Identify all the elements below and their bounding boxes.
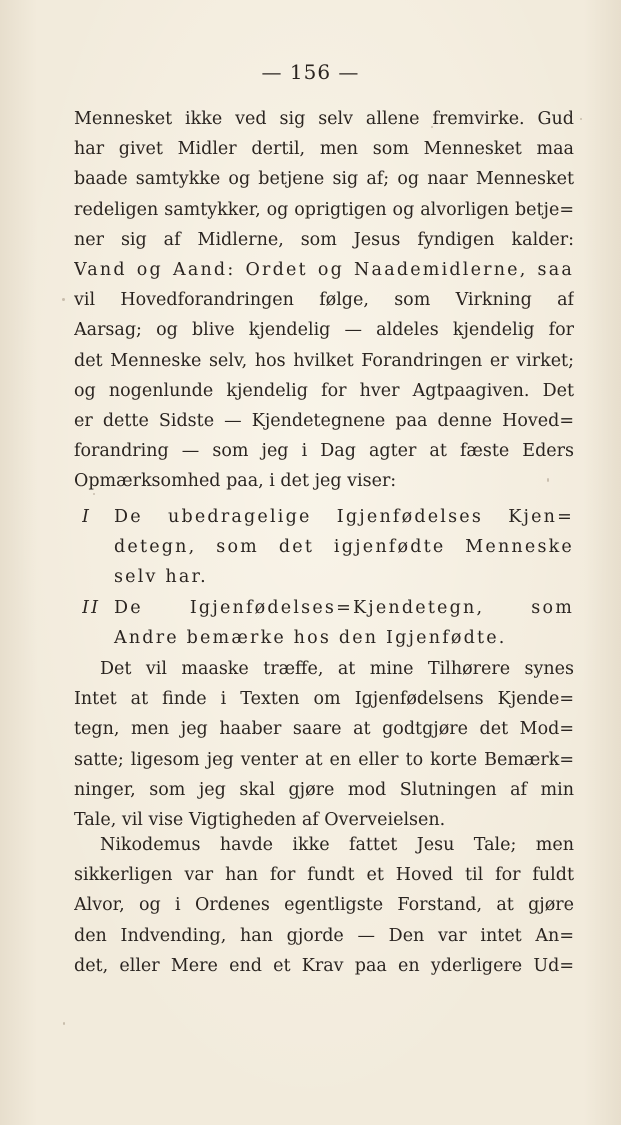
- text-line: Andre bemærke hos den Igjenfødte.: [114, 627, 507, 648]
- list-text: De Igjenfødelses=Kjendetegn, som: [114, 597, 574, 618]
- text-line: Vand og Aand: Ordet og Naademidlerne, saa: [74, 259, 574, 280]
- numbered-list: [82, 502, 574, 653]
- text-line: selv har.: [114, 567, 208, 588]
- text-line: baade samtykke og betjene sig af; og naar Mennesket: [74, 169, 574, 190]
- text-line: vil Hovedforandringen følge, som Virkning af: [74, 290, 574, 311]
- page-number: — 156 —: [261, 60, 360, 84]
- paper-speck: [93, 493, 95, 495]
- list-text: De ubedragelige Igjenfødelses Kjen=: [114, 507, 574, 527]
- text-line: Tale, vil vise Vigtigheden af Overveielsen.: [74, 809, 446, 830]
- text-line: redeligen samtykker, og oprigtigen og alvorligen betje=: [74, 199, 574, 220]
- text-line: den Indvending, han gjorde — Den var intet An=: [74, 925, 574, 946]
- list-item: [82, 502, 574, 593]
- list-number: II: [82, 597, 101, 618]
- text-line: Nikodemus havde ikke fattet Jesu Tale; men: [100, 835, 574, 855]
- paper-speck: [547, 478, 549, 482]
- paper-speck: [431, 126, 433, 128]
- text-line: er dette Sidste — Kjendetegnene paa denne Hoved=: [74, 410, 574, 431]
- text-line: sikkerligen var han for fundt et Hoved til for fuldt: [74, 865, 574, 886]
- paragraph-2: [74, 654, 574, 835]
- text-line: detegn, som det igjenfødte Menneske: [114, 537, 574, 558]
- text-line: Opmærksomhed paa, i det jeg viser:: [74, 471, 397, 492]
- text-line: det Menneske selv, hos hvilket Forandringen er virket;: [74, 350, 574, 371]
- text-line: Intet at finde i Texten om Igjenfødelsens Kjende=: [74, 689, 574, 710]
- text-line: ninger, som jeg skal gjøre mod Slutningen af min: [74, 779, 574, 800]
- list-item: [82, 593, 574, 653]
- text-line: har givet Midler dertil, men som Mennesket maa: [74, 139, 574, 160]
- list-number: I: [82, 507, 92, 527]
- paragraph-1: [74, 104, 574, 496]
- text-line: satte; ligesom jeg venter at en eller to korte Bemærk=: [74, 749, 574, 770]
- text-line: det, eller Mere end et Krav paa en yderligere Ud=: [74, 955, 574, 976]
- text-line: tegn, men jeg haaber saare at godtgjøre det Mod=: [74, 719, 574, 740]
- text-line: [82, 593, 574, 623]
- text-line: Det vil maaske træffe, at mine Tilhørere synes: [100, 659, 574, 679]
- text-line: og nogenlunde kjendelig for hver Agtpaagiven. Det: [74, 380, 574, 401]
- text-line: ner sig af Midlerne, som Jesus fyndigen kalder:: [74, 229, 574, 250]
- text-line: forandring — som jeg i Dag agter at fæste Eders: [74, 441, 574, 462]
- paper-speck: [62, 298, 65, 301]
- text-line: [82, 502, 574, 532]
- text-line: Alvor, og i Ordenes egentligste Forstand, at gjøre: [74, 895, 574, 916]
- paper-speck: [580, 118, 582, 120]
- paper-speck: [63, 1022, 65, 1025]
- text-line: Aarsag; og blive kjendelig — aldeles kjendelig for: [74, 320, 574, 341]
- text-line: Mennesket ikke ved sig selv allene fremvirke. Gud: [74, 109, 574, 129]
- paragraph-3: [74, 830, 574, 981]
